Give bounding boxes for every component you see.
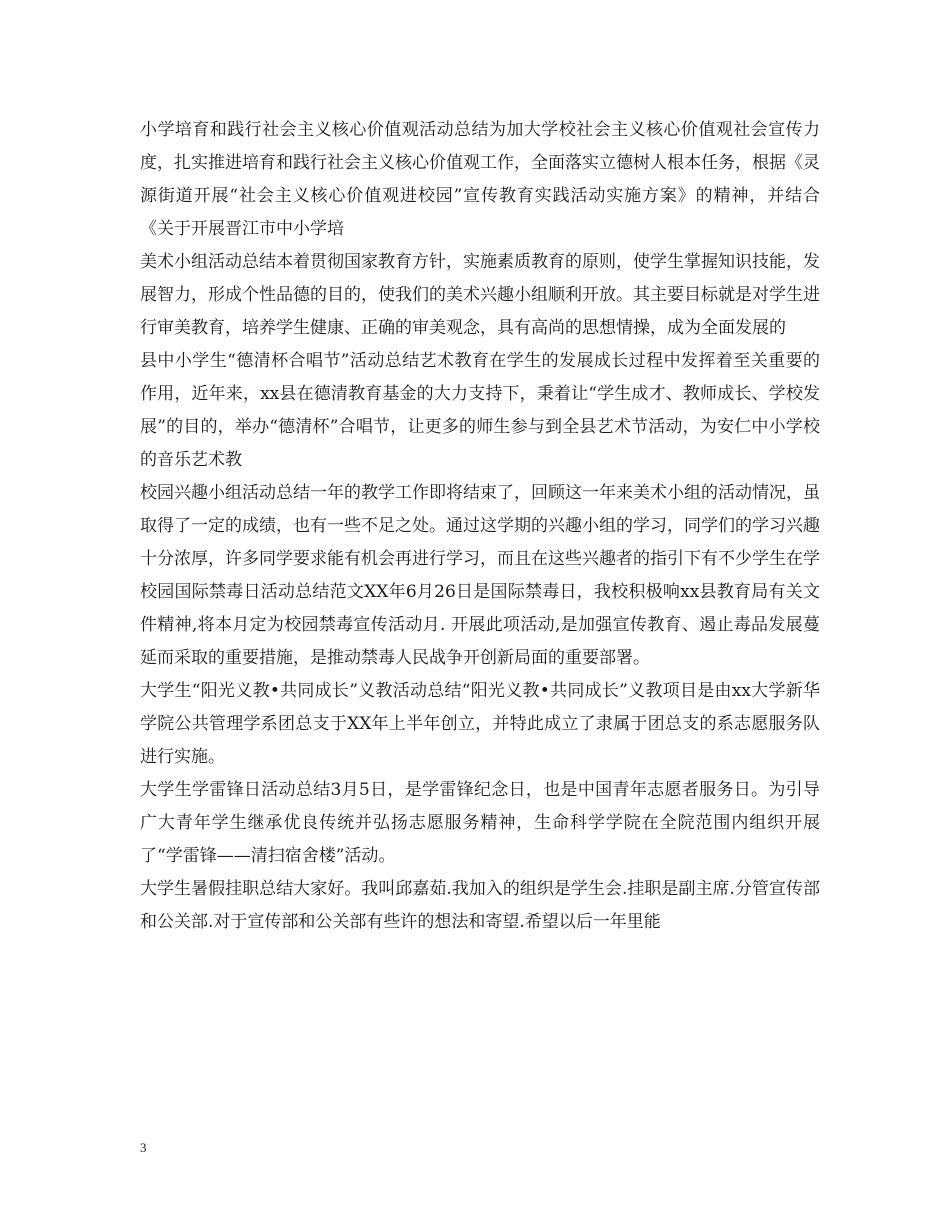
paragraph-volunteer-teaching: 大学生“阳光义教•共同成长”义教活动总结“阳光义教•共同成长”义教项目是由xx大学新华学院公共管理学系团总支于XX年上半年创立，并特此成立了隶属于团总支的系志愿服务队进行实施。 xyxy=(140,681,820,767)
paragraph-art-group: 美术小组活动总结本着贯彻国家教育方针，实施素质教育的原则，使学生掌握知识技能，发展智力，形成个性品德的目的，使我们的美术兴趣小组顺利开放。其主要目标就是对学生进行审美教育，培养学生健康、正确的审美观念，具有高尚的思想情操，成为全面发展的 xyxy=(140,252,820,338)
paragraph-lei-feng-day: 大学生学雷锋日活动总结3月5日，是学雷锋纪念日，也是中国青年志愿者服务日。为引导广大青年学生继承优良传统并弘扬志愿服务精神，生命科学学院在全院范围内组织开展了“学雷锋——清扫宿舍楼”活动。 xyxy=(140,780,820,866)
paragraph-interest-group: 校园兴趣小组活动总结一年的教学工作即将结束了，回顾这一年来美术小组的活动情况，虽取得了一定的成绩，也有一些不足之处。通过这学期的兴趣小组的学习，同学们的学习兴趣十分浓厚，许多同学要求能有机会再进行学习，而且在这些兴趣者的指引下有不少学生在学 xyxy=(140,483,820,569)
paragraph-socialist-values: 小学培育和践行社会主义核心价值观活动总结为加大学校社会主义核心价值观社会宣传力度，扎实推进培育和践行社会主义核心价值观工作，全面落实立德树人根本任务，根据《灵源街道开展“社会主义核心价值观进校园”宣传教育实践活动实施方案》的精神，并结合《关于开展晋江市中小学培 xyxy=(140,120,820,239)
paragraph-anti-drug-day: 校园国际禁毒日活动总结范文XX年6月26日是国际禁毒日，我校积极响xx县教育局有关文件精神,将本月定为校园禁毒宣传活动月. 开展此项活动,是加强宣传教育、遏止毒品发展蔓延而采取的重要措施，是推动禁毒人民战争开创新局面的重要部署。 xyxy=(140,582,820,668)
page-number: 3 xyxy=(140,1140,147,1155)
paragraph-summer-internship: 大学生暑假挂职总结大家好。我叫邱嘉茹.我加入的组织是学生会.挂职是副主席.分管宣传部和公关部.对于宣传部和公关部有些许的想法和寄望.希望以后一年里能 xyxy=(140,879,820,932)
document-body xyxy=(140,114,820,939)
paragraph-choir-festival: 县中小学生“德清杯合唱节”活动总结艺术教育在学生的发展成长过程中发挥着至关重要的作用，近年来，xx县在德清教育基金的大力支持下，秉着让“学生成才、教师成长、学校发展”的目的，举办“德清杯”合唱节，让更多的师生参与到全县艺术节活动，为安仁中小学校的音乐艺术教 xyxy=(140,351,820,470)
